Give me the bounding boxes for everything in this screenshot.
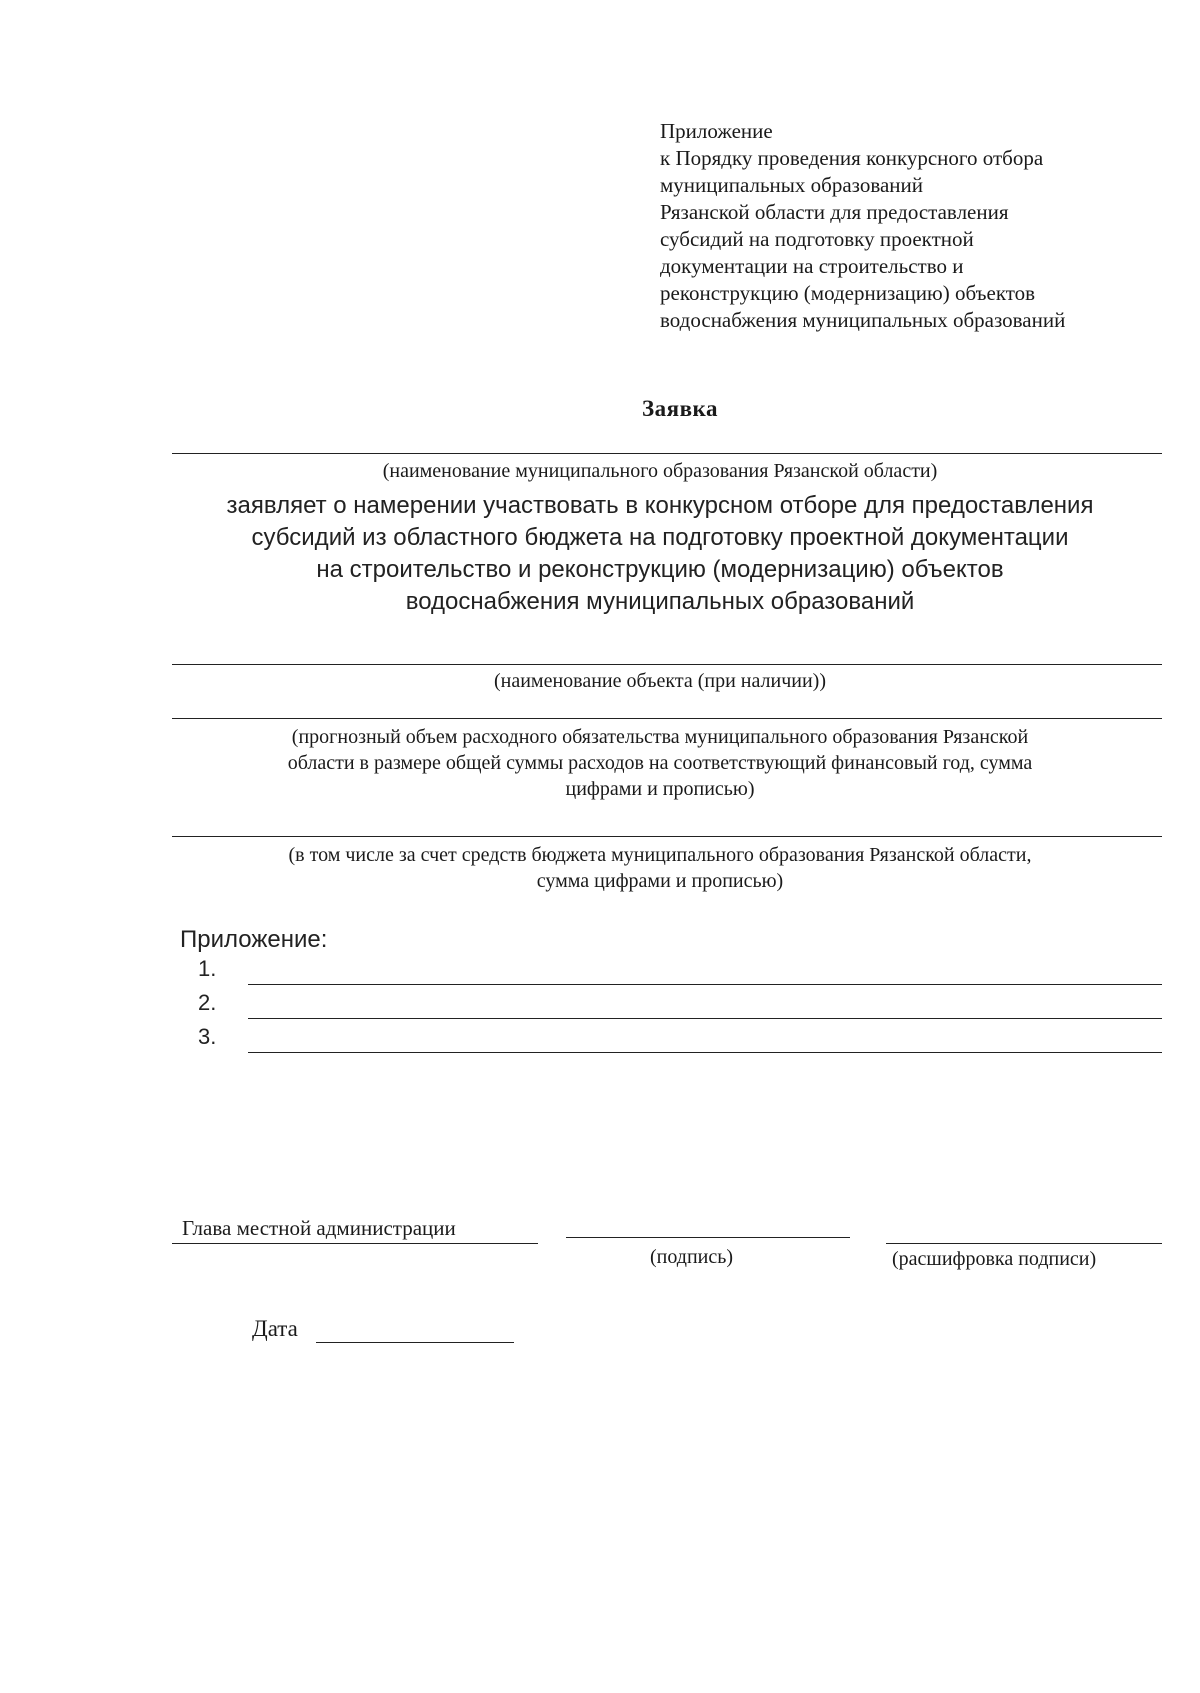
signature-decoding-line[interactable] bbox=[886, 1243, 1162, 1244]
attachment-number: 3. bbox=[198, 1024, 217, 1049]
signature-decoding-caption: (расшифровка подписи) bbox=[892, 1248, 1097, 1270]
document-title: Заявка bbox=[642, 396, 718, 421]
attachment-number: 2. bbox=[198, 990, 217, 1015]
forecast-amount-line[interactable] bbox=[172, 718, 1162, 719]
signatory-role: Глава местной администрации bbox=[182, 1216, 456, 1240]
header-line: субсидий на подготовку проектной bbox=[660, 227, 974, 251]
header-line: к Порядку проведения конкурсного отбора bbox=[660, 146, 1044, 170]
header-line: водоснабжения муниципальных образований bbox=[660, 308, 1066, 332]
header-line: документации на строительство и bbox=[660, 254, 964, 278]
header-line: Приложение bbox=[660, 119, 773, 143]
signatory-role-underline bbox=[172, 1243, 538, 1244]
statement-line: на строительство и реконструкцию (модернизацию) объектов bbox=[316, 556, 1004, 583]
header-line: Рязанской области для предоставления bbox=[660, 200, 1009, 224]
appendix-header bbox=[660, 118, 1140, 334]
header-line: муниципальных образований bbox=[660, 173, 923, 197]
attachment-line-1[interactable] bbox=[248, 984, 1162, 985]
attachment-line-3[interactable] bbox=[248, 1052, 1162, 1053]
object-caption: (наименование объекта (при наличии)) bbox=[493, 670, 827, 692]
caption-line: сумма цифрами и прописью) bbox=[536, 870, 784, 892]
statement-text bbox=[160, 490, 1160, 618]
header-line: реконструкцию (модернизацию) объектов bbox=[660, 281, 1036, 305]
statement-line: водоснабжения муниципальных образований bbox=[405, 588, 915, 615]
caption-line: области в размере общей суммы расходов на соответствующий финансовый год, сумма bbox=[287, 752, 1033, 774]
signature-caption: (подпись) bbox=[650, 1246, 734, 1268]
date-line[interactable] bbox=[316, 1342, 514, 1343]
forecast-caption bbox=[160, 724, 1160, 802]
municipality-name-line[interactable] bbox=[172, 453, 1162, 454]
caption-line: (в том числе за счет средств бюджета муниципального образования Рязанской области, bbox=[288, 844, 1032, 866]
municipality-caption: (наименование муниципального образования Рязанской области) bbox=[382, 460, 938, 482]
attachment-line-2[interactable] bbox=[248, 1018, 1162, 1019]
attachments-label: Приложение: bbox=[180, 926, 328, 953]
statement-line: субсидий из областного бюджета на подготовку проектной документации bbox=[251, 524, 1069, 551]
attachment-number: 1. bbox=[198, 956, 217, 981]
signature-line[interactable] bbox=[566, 1237, 850, 1238]
caption-line: цифрами и прописью) bbox=[565, 778, 755, 800]
local-budget-amount-line[interactable] bbox=[172, 836, 1162, 837]
caption-line: (прогнозный объем расходного обязательства муниципального образования Рязанской bbox=[291, 726, 1029, 748]
statement-line: заявляет о намерении участвовать в конкурсном отборе для предоставления bbox=[226, 492, 1094, 519]
date-label: Дата bbox=[252, 1316, 298, 1341]
object-name-line[interactable] bbox=[172, 664, 1162, 665]
local-budget-caption bbox=[160, 842, 1160, 894]
